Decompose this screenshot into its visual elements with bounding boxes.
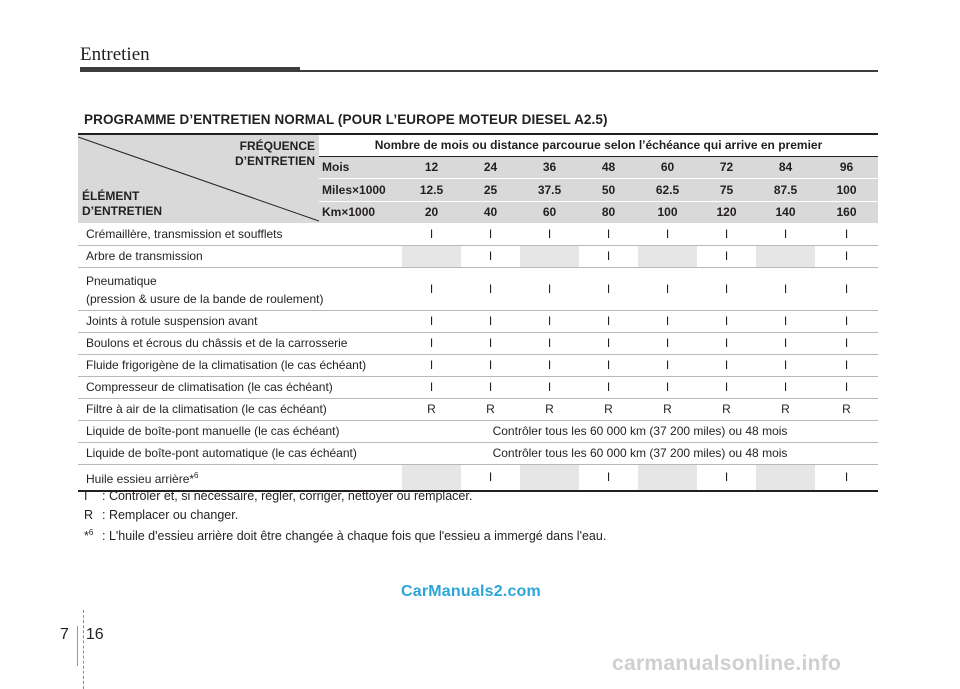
legend-notes [84,487,606,546]
legend-replace-key: R [84,507,94,522]
schedule-cell: R [579,399,638,421]
schedule-cell: R [520,399,579,421]
legend-inspect-text: : Contrôler et, si nécessaire, régler, corriger, nettoyer ou remplacer. [102,489,473,503]
interval-header-cell: 96 [815,157,878,179]
maintenance-item-label: Boulons et écrous du châssis et de la carrosserie [86,336,348,350]
schedule-cell: I [815,311,878,333]
schedule-cell: I [461,246,520,268]
maintenance-item-name [78,311,402,333]
interval-span-header: Nombre de mois ou distance parcourue selon l’échéance qui arrive en premier [319,134,878,157]
km-row-label: Km×1000 [319,201,402,223]
schedule-cell: I [402,333,461,355]
schedule-cell: R [815,399,878,421]
months-row-label: Mois [319,157,402,179]
schedule-cell: I [461,333,520,355]
schedule-cell: I [461,377,520,399]
schedule-cell: I [697,465,756,492]
maintenance-item-label: Crémaillère, transmission et soufflets [86,227,283,241]
maintenance-item-label: Arbre de transmission [86,249,203,263]
page-number [60,626,104,666]
corner-element-label [82,189,162,219]
interval-header-cell: 25 [461,179,520,201]
schedule-cell: I [697,224,756,246]
schedule-cell: I [815,465,878,492]
corner-frequency-label [235,139,315,169]
schedule-cell: I [697,268,756,311]
schedule-cell: I [520,355,579,377]
schedule-cell [638,246,697,268]
table-row [78,268,878,311]
schedule-cell: I [815,268,878,311]
maintenance-item-label: Joints à rotule suspension avant [86,314,258,328]
schedule-cell: I [815,224,878,246]
maintenance-schedule-table [78,133,878,492]
schedule-cell [402,246,461,268]
table-row [78,421,878,443]
interval-header-cell: 48 [579,157,638,179]
interval-header-cell: 140 [756,201,815,223]
schedule-cell: R [697,399,756,421]
table-row [78,333,878,355]
interval-header-cell: 62.5 [638,179,697,201]
maintenance-item-name [78,443,402,465]
interval-header-cell: 87.5 [756,179,815,201]
maintenance-item-name [78,268,402,311]
schedule-cell [756,465,815,492]
watermark-carmanualsonline: carmanualsonline.info [612,652,842,675]
schedule-cell: I [520,311,579,333]
schedule-cell: I [697,246,756,268]
interval-header-cell: 160 [815,201,878,223]
table-row [78,311,878,333]
interval-header-cell: 24 [461,157,520,179]
schedule-cell: I [461,268,520,311]
page-number-value: 16 [85,626,104,643]
schedule-cell: I [520,333,579,355]
schedule-cell: I [638,355,697,377]
schedule-cell: I [815,246,878,268]
interval-header-cell: 84 [756,157,815,179]
table-row [78,224,878,246]
schedule-cell: I [461,224,520,246]
interval-header-cell: 40 [461,201,520,223]
schedule-cell: I [756,268,815,311]
page-number-separator [77,626,78,666]
schedule-cell: I [579,246,638,268]
schedule-cell: I [402,355,461,377]
corner-element-line2: D’ENTRETIEN [82,204,163,218]
schedule-cell: I [520,224,579,246]
table-row [78,355,878,377]
schedule-cell [756,246,815,268]
legend-replace [84,506,606,525]
schedule-cell: I [756,355,815,377]
schedule-cell: I [579,333,638,355]
interval-header-cell: 60 [638,157,697,179]
interval-header-cell: 80 [579,201,638,223]
schedule-cell: I [697,355,756,377]
interval-header-cell: 12.5 [402,179,461,201]
schedule-cell: I [520,377,579,399]
schedule-cell: I [638,268,697,311]
schedule-cell: I [638,333,697,355]
schedule-cell: I [579,224,638,246]
corner-frequency-line1: FRÉQUENCE [239,139,315,153]
schedule-cell: I [697,311,756,333]
schedule-cell: I [756,311,815,333]
schedule-cell: I [756,333,815,355]
schedule-cell: I [815,355,878,377]
schedule-cell: I [697,333,756,355]
interval-header-cell: 100 [638,201,697,223]
interval-span-text: Contrôler tous les 60 000 km (37 200 miles) ou 48 mois [402,443,878,465]
maintenance-item-name [78,224,402,246]
maintenance-item-name [78,333,402,355]
miles-row-label: Miles×1000 [319,179,402,201]
maintenance-item-label: Fluide frigorigène de la climatisation (le cas échéant) [86,358,367,372]
legend-footnote-text: : L'huile d'essieu arrière doit être changée à chaque fois que l'essieu a immergé dans l'eau. [102,529,607,544]
interval-header-cell: 100 [815,179,878,201]
header-rule-thin [300,70,878,72]
maintenance-item-label: Compresseur de climatisation (le cas échéant) [86,380,333,394]
interval-header-cell: 37.5 [520,179,579,201]
chapter-number: 7 [60,626,69,643]
maintenance-item-name-line1: Pneumatique [86,274,157,288]
table-row [78,399,878,421]
legend-footnote [84,524,606,546]
schedule-cell: I [638,224,697,246]
schedule-cell: I [461,355,520,377]
legend-inspect [84,487,606,506]
schedule-cell: I [697,377,756,399]
schedule-cell: I [461,465,520,492]
schedule-cell: I [579,377,638,399]
header-rule-thick [80,67,300,72]
schedule-cell: I [579,268,638,311]
schedule-cell: R [461,399,520,421]
table-row [78,377,878,399]
schedule-cell: I [402,377,461,399]
schedule-cell: I [579,465,638,492]
schedule-cell: I [402,224,461,246]
table-row [78,246,878,268]
table-row [78,443,878,465]
interval-header-cell: 75 [697,179,756,201]
maintenance-item-name [78,399,402,421]
schedule-cell: I [638,311,697,333]
maintenance-item-name-line2: (pression & usure de la bande de roulement) [86,292,324,306]
maintenance-item-name [78,355,402,377]
schedule-cell: I [815,333,878,355]
interval-header-cell: 12 [402,157,461,179]
schedule-cell: I [579,311,638,333]
interval-header-cell: 72 [697,157,756,179]
table-corner-header [78,134,319,224]
schedule-cell: R [402,399,461,421]
maintenance-item-label: Huile essieu arrière* [86,472,195,486]
schedule-cell: I [520,268,579,311]
schedule-cell: I [579,355,638,377]
maintenance-item-label: Liquide de boîte-pont manuelle (le cas échéant) [86,424,340,438]
footnote-sup: 6 [194,471,199,480]
maintenance-item-label: Filtre à air de la climatisation (le cas échéant) [86,402,327,416]
interval-header-cell: 20 [402,201,461,223]
maintenance-item-name [78,421,402,443]
legend-inspect-key: I [84,489,88,503]
table-title: PROGRAMME D’ENTRETIEN NORMAL (POUR L’EUROPE MOTEUR DIESEL A2.5) [84,112,608,127]
schedule-cell: I [756,377,815,399]
schedule-cell [520,246,579,268]
schedule-cell: I [461,311,520,333]
schedule-cell: I [756,224,815,246]
watermark-carmanuals2: CarManuals2.com [401,583,541,600]
corner-element-line1: ÉLÉMENT [82,189,140,203]
maintenance-item-name [78,377,402,399]
schedule-cell [638,465,697,492]
schedule-cell: I [638,377,697,399]
schedule-cell: R [756,399,815,421]
schedule-cell: I [815,377,878,399]
legend-replace-text: : Remplacer ou changer. [102,507,239,522]
interval-header-cell: 60 [520,201,579,223]
interval-span-text: Contrôler tous les 60 000 km (37 200 miles) ou 48 mois [402,421,878,443]
maintenance-item-label: Liquide de boîte-pont automatique (le cas échéant) [86,446,357,460]
corner-frequency-line2: D’ENTRETIEN [234,154,315,168]
schedule-cell: R [638,399,697,421]
footnote-star: * [84,529,89,544]
schedule-cell: I [402,268,461,311]
footnote-sup: 6 [88,528,94,537]
schedule-cell: I [402,311,461,333]
interval-header-cell: 36 [520,157,579,179]
maintenance-item-name [78,246,402,268]
section-title: Entretien [80,44,150,65]
interval-header-cell: 50 [579,179,638,201]
interval-header-cell: 120 [697,201,756,223]
